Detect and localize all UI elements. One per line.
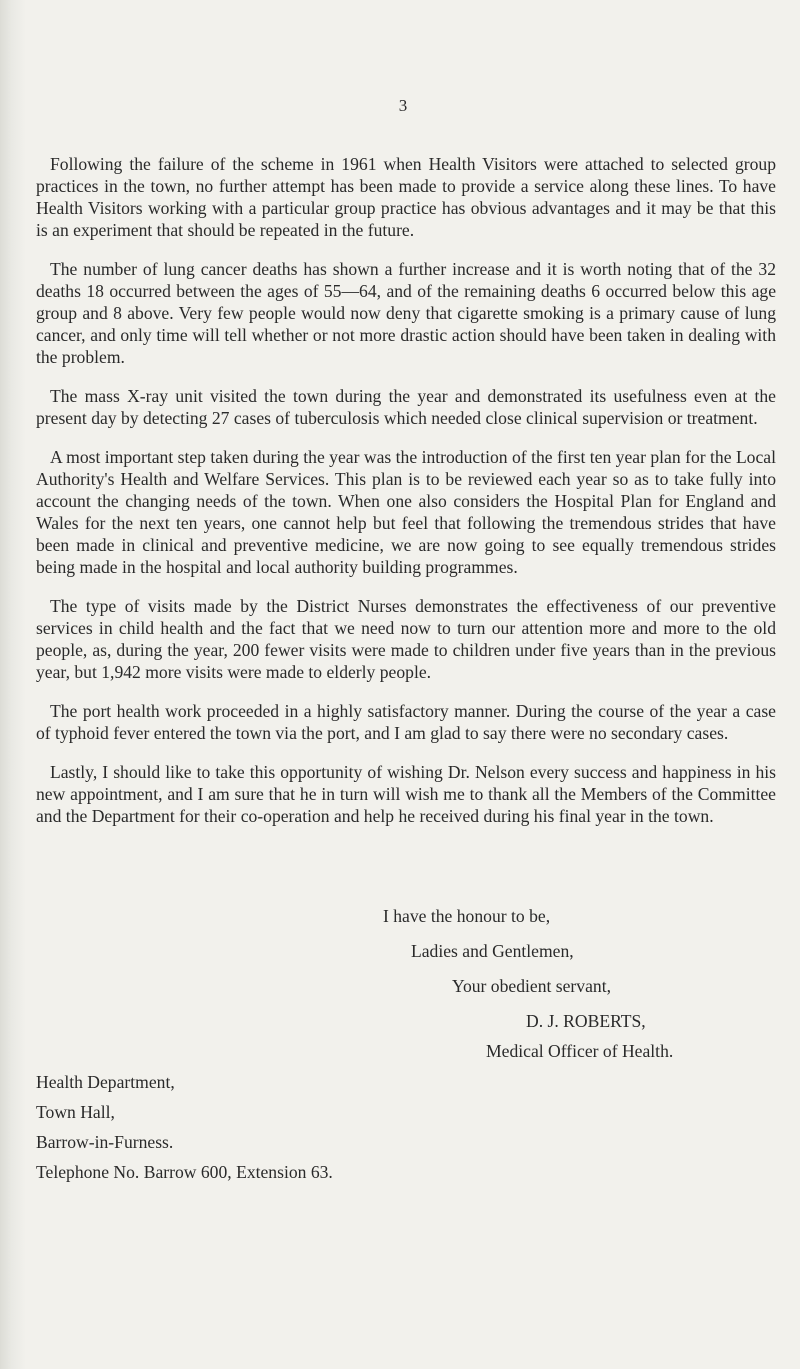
paragraph-health-visitors: Following the failure of the scheme in 1961 when Health Visitors were attached to selected group practices in the town, no further attempt has been made to provide a service along these lines. To have Health Visitors working with a particular group practice has obvious advantages and it may be that this is an experiment that should be repeated in the future.	[36, 154, 776, 240]
paragraph-ten-year-plan: A most important step taken during the year was the introduction of the first ten year plan for the Local Authority's Health and Welfare Services. This plan is to be reviewed each year so as to take fully into account the changing needs of the town. When one also considers the Hospital Plan for England and Wales for the next ten years, one cannot help but feel that following the tremendous strides that have been made in clinical and preventive medicine, we are now going to see equally tremendous strides being made in the hospital and local authority building programmes.	[36, 447, 776, 577]
closing-salutation: Ladies and Gentlemen,	[411, 941, 574, 961]
paragraph-district-nurses: The type of visits made by the District Nurses demonstrates the effectiveness of our preventive services in child health and the fact that we need now to turn our attention more and more to the old people, as, during the year, 200 fewer visits were made to children under five years than in the previous year, but 1,942 more visits were made to elderly people.	[36, 596, 776, 682]
paragraph-mass-xray: The mass X-ray unit visited the town during the year and demonstrated its usefulness even at the present day by detecting 27 cases of tuberculosis which needed close clinical supervision or treatment.	[36, 386, 776, 428]
address-town: Barrow-in-Furness.	[36, 1132, 174, 1152]
address-department: Health Department,	[36, 1072, 175, 1092]
address-telephone: Telephone No. Barrow 600, Extension 63.	[36, 1162, 333, 1182]
closing-honour: I have the honour to be,	[383, 906, 551, 926]
paragraph-lung-cancer: The number of lung cancer deaths has shown a further increase and it is worth noting that of the 32 deaths 18 occurred between the ages of 55—64, and of the remaining deaths 6 occurred below this age group and 8 above. Very few people would now deny that cigarette smoking is a primary cause of lung cancer, and only time will tell whether or not more drastic action should have been taken in dealing with the problem.	[36, 259, 776, 367]
address-building: Town Hall,	[36, 1102, 115, 1122]
paragraph-farewell: Lastly, I should like to take this opportunity of wishing Dr. Nelson every success and happiness in his new appointment, and I am sure that he in turn will wish me to thank all the Members of the Committee and the Department for their co-operation and help he received during his final year in the town.	[36, 762, 776, 826]
page-number: 3	[398, 96, 408, 115]
report-body	[36, 153, 776, 844]
closing-servant: Your obedient servant,	[452, 976, 611, 996]
signatory-title: Medical Officer of Health.	[486, 1041, 674, 1061]
signatory-name: D. J. ROBERTS,	[526, 1011, 646, 1031]
paragraph-port-health: The port health work proceeded in a highly satisfactory manner. During the course of the year a case of typhoid fever entered the town via the port, and I am glad to say there were no secondary cases.	[36, 701, 776, 743]
page-edge-shadow	[0, 0, 26, 1369]
sender-address	[36, 1071, 333, 1191]
